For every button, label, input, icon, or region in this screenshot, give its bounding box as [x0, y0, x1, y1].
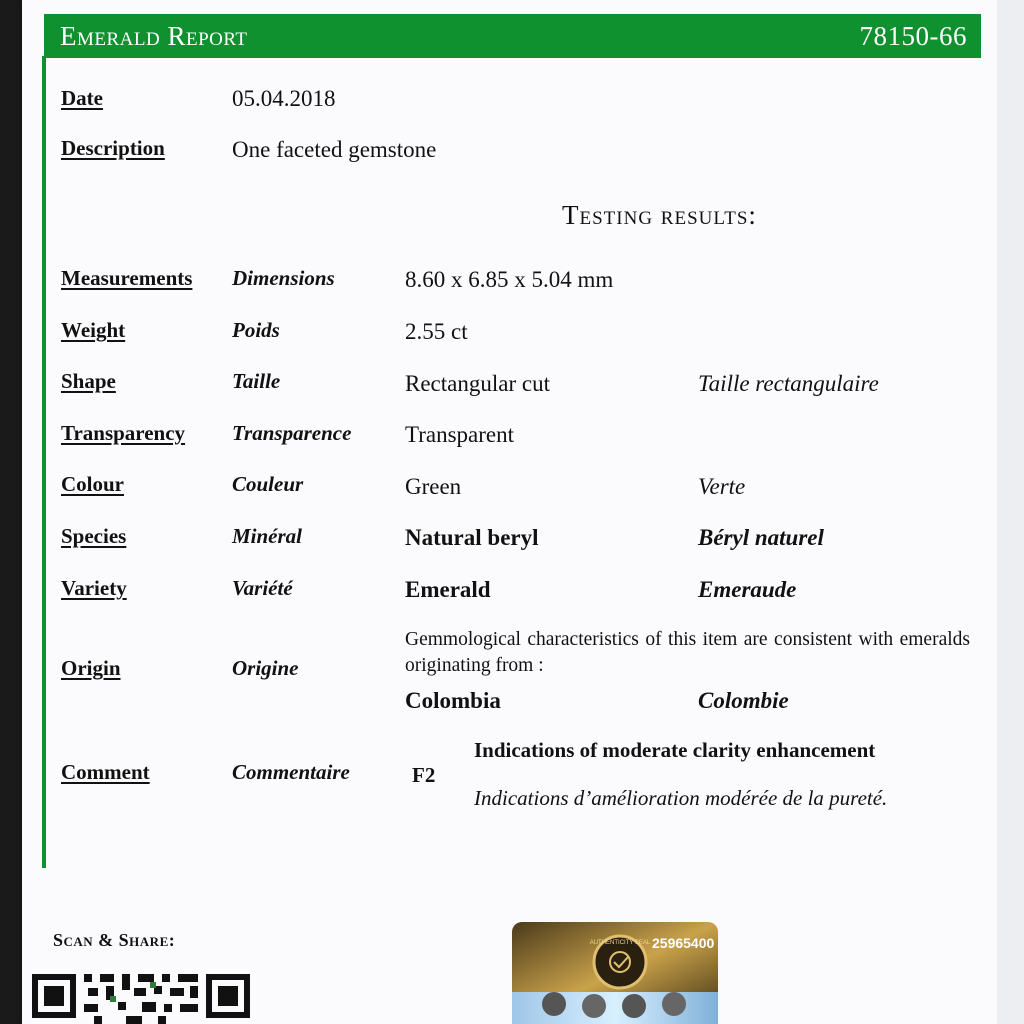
row-label-fr: Couleur	[232, 472, 304, 496]
row-label-fr: Minéral	[232, 524, 303, 548]
seal-text: AUTHENTICITY SEAL	[589, 940, 651, 946]
row-value-fr: Verte	[698, 474, 746, 499]
report-number: 78150-66	[859, 20, 967, 51]
origin-label-fr: Origine	[232, 656, 299, 680]
comment-label: Comment	[61, 760, 150, 784]
description-value: One faceted gemstone	[232, 137, 437, 162]
row-value: Rectangular cut	[405, 371, 550, 396]
row-label: Variety	[61, 576, 127, 600]
comment-text-fr: Indications d’amélioration modérée de la pureté.	[474, 786, 888, 810]
page-edge	[997, 0, 1024, 1024]
row-value: Natural beryl	[405, 525, 539, 550]
origin-note: Gemmological characteristics of this item are consistent with emeralds originating from :	[405, 629, 970, 676]
row-label-fr: Dimensions	[232, 266, 335, 290]
seal-number: 25965400	[652, 935, 715, 951]
row-value: Emerald	[405, 577, 491, 602]
date-value: 05.04.2018	[232, 86, 336, 111]
origin-value: Colombia	[405, 688, 501, 713]
row-label: Measurements	[61, 266, 193, 290]
row-value: 8.60 x 6.85 x 5.04 mm	[405, 267, 614, 292]
row-value-fr: Béryl naturel	[698, 525, 824, 550]
row-label: Weight	[61, 318, 126, 342]
row-value: Green	[405, 474, 462, 499]
row-label-fr: Poids	[232, 318, 280, 342]
date-label: Date	[61, 86, 103, 110]
row-value: Transparent	[405, 422, 515, 447]
origin-value-fr: Colombie	[698, 688, 789, 713]
green-margin-line	[42, 56, 46, 868]
row-value-fr: Taille rectangulaire	[698, 371, 879, 396]
report-header	[44, 14, 981, 58]
row-label-fr: Taille	[232, 369, 281, 393]
hologram-seal-icon	[512, 922, 718, 1024]
comment-label-fr: Commentaire	[232, 760, 350, 784]
row-label: Transparency	[61, 421, 186, 445]
scan-share-label: Scan & Share:	[53, 930, 176, 950]
report-paper	[22, 0, 997, 1024]
row-value: 2.55 ct	[405, 319, 468, 344]
row-label: Species	[61, 524, 127, 548]
row-label: Colour	[61, 472, 124, 496]
row-value-fr: Emeraude	[698, 577, 797, 602]
row-label: Shape	[61, 369, 116, 393]
comment-text: Indications of moderate clarity enhancement	[474, 738, 876, 762]
report-title: Emerald Report	[60, 20, 248, 51]
testing-results-title: Testing results:	[562, 200, 757, 230]
comment-code: F2	[412, 763, 436, 787]
row-label-fr: Variété	[232, 576, 293, 600]
qr-code-icon[interactable]	[30, 966, 252, 1024]
origin-label: Origin	[61, 656, 121, 680]
description-label: Description	[61, 136, 165, 160]
row-label-fr: Transparence	[232, 421, 352, 445]
